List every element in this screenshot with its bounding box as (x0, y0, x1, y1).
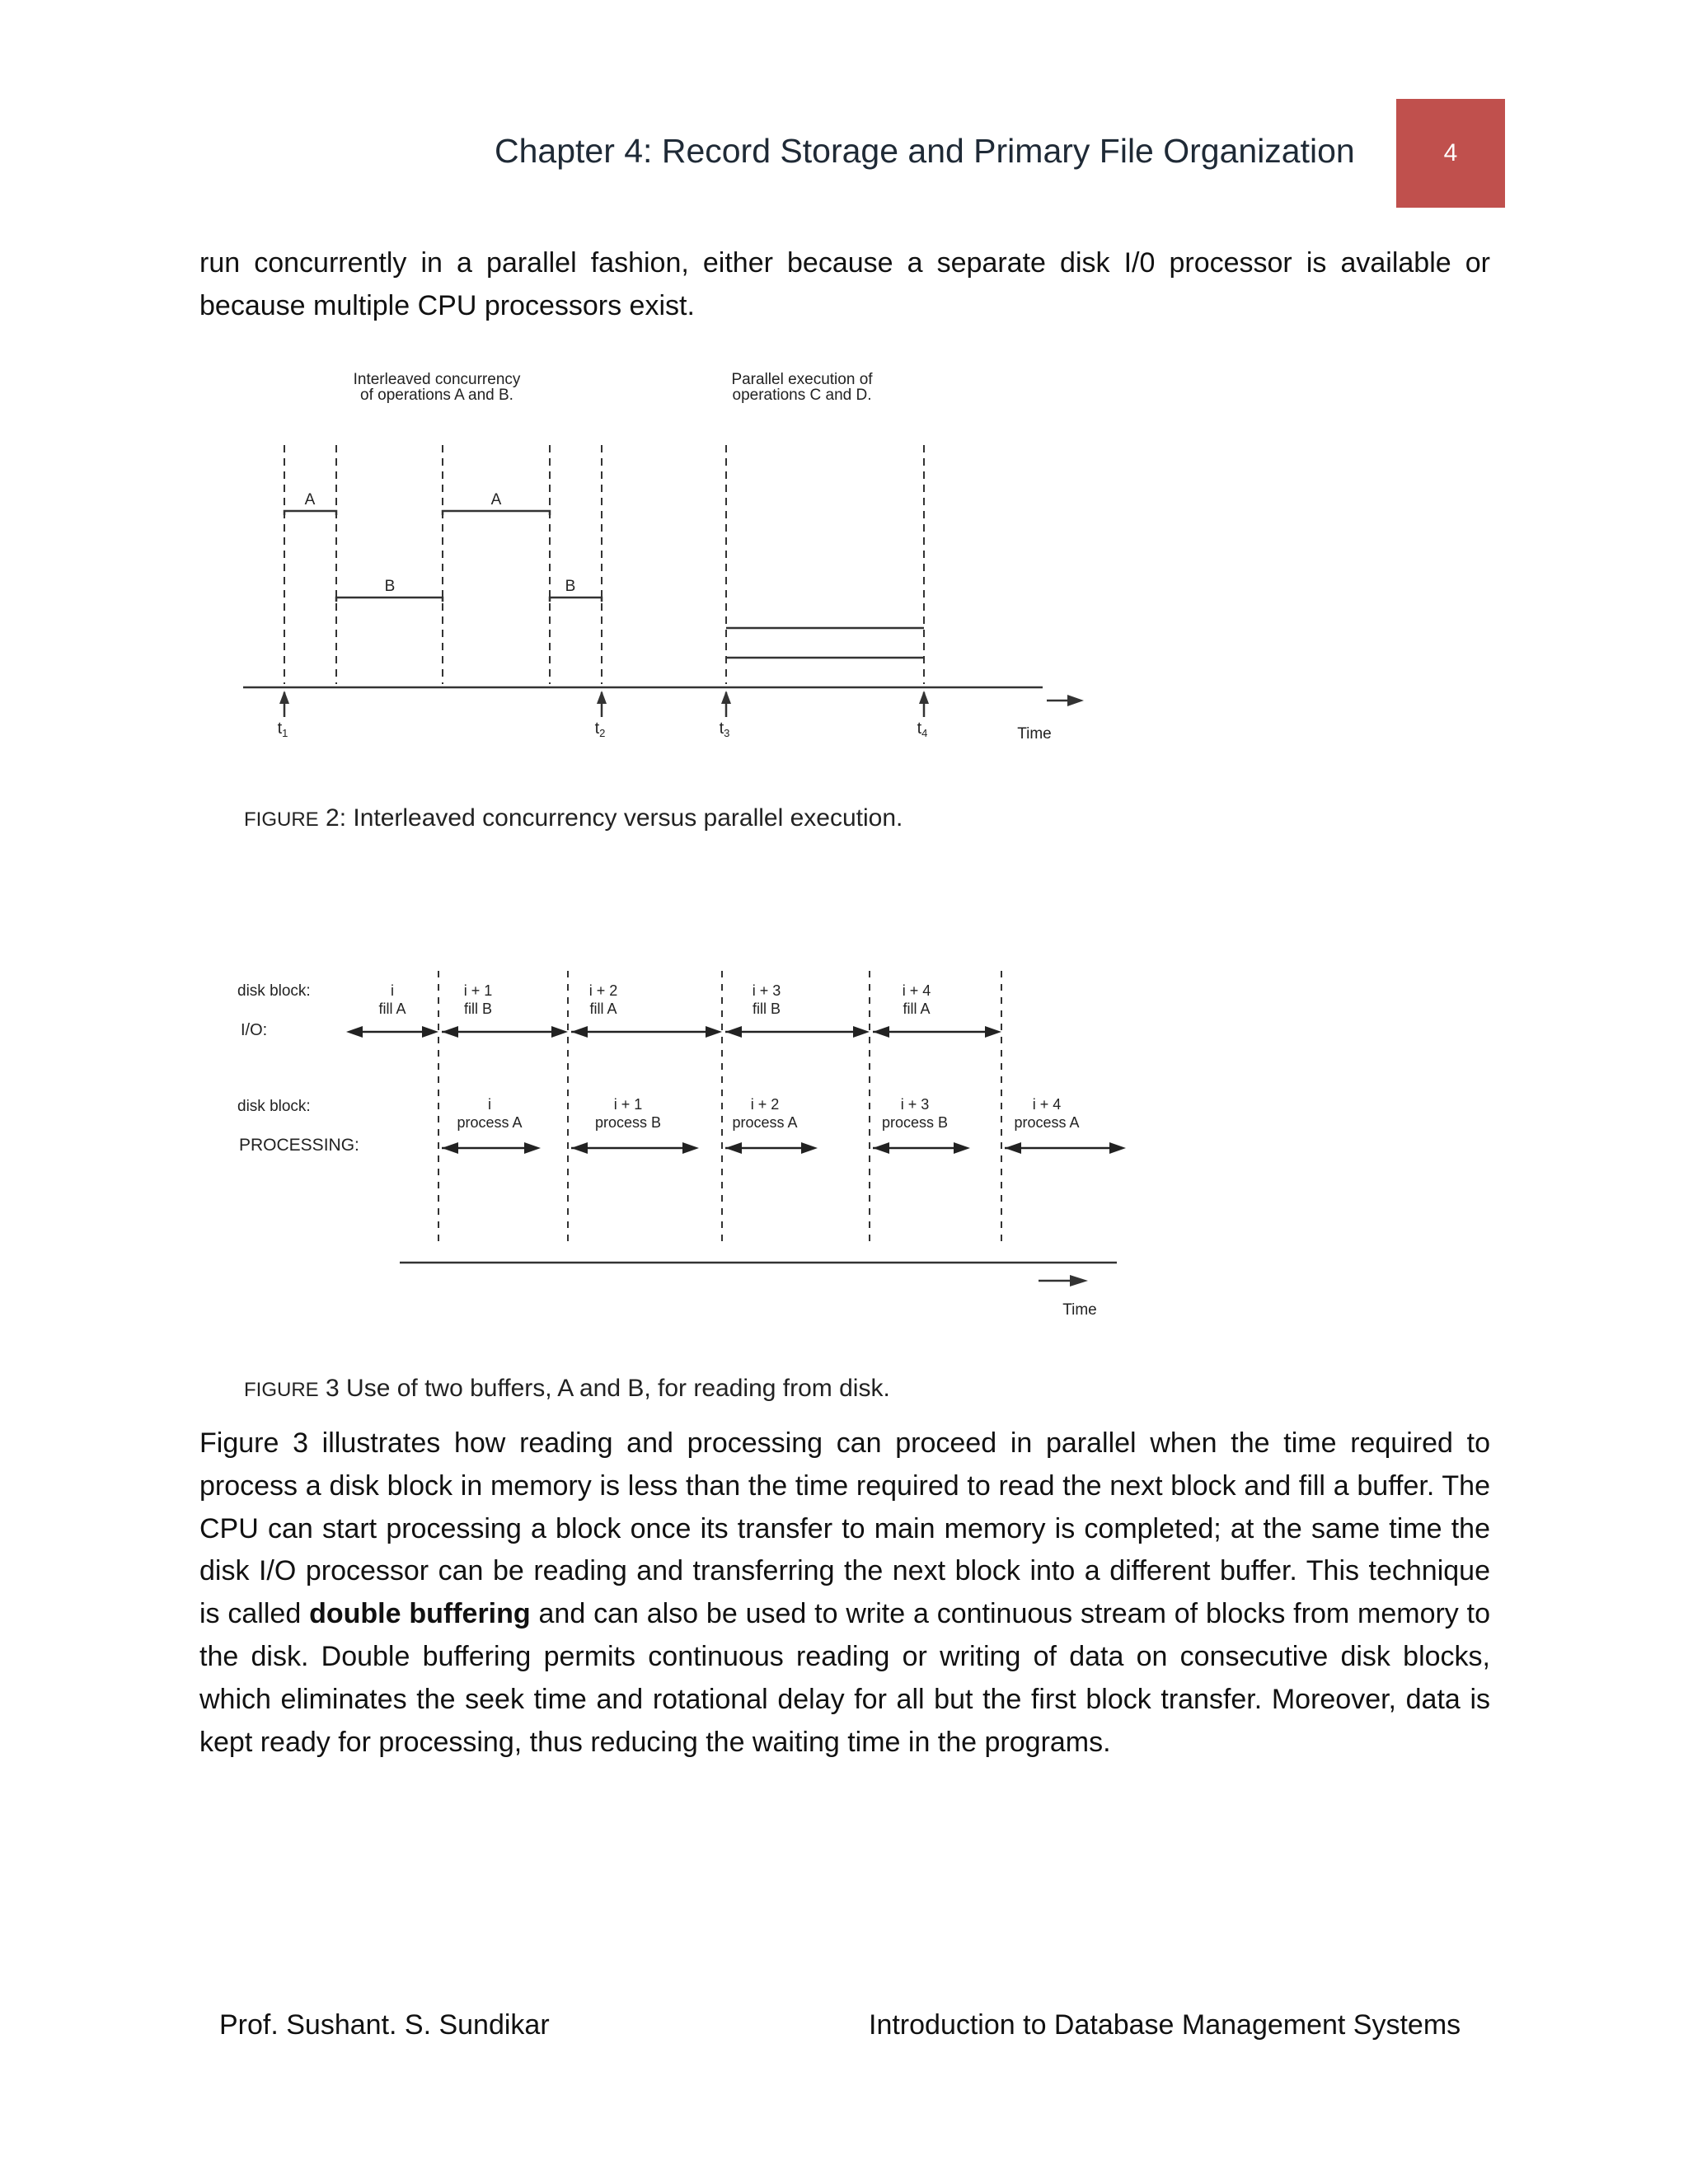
op-a-label-1: A (304, 491, 316, 509)
io-block-1: i + 1 (463, 982, 493, 999)
figure-2-caption (244, 804, 903, 832)
label-interleaved-line1: Interleaved concurrency (353, 371, 521, 388)
io-action-0: fill A (378, 1001, 406, 1017)
body-paragraph (199, 1422, 1490, 1764)
intro-paragraph: run concurrently in a parallel fashion, either because a separate disk I/0 processor is available or because multiple CPU processors exist. (199, 247, 1490, 321)
chapter-title: Chapter 4: Record Storage and Primary File Organization (495, 132, 1355, 170)
fig3-time-label: Time (1062, 1301, 1097, 1319)
op-a-label-2: A (490, 491, 502, 509)
proc-action-1: process B (594, 1114, 662, 1131)
row2-label-disk-block: disk block: (237, 1098, 311, 1115)
proc-action-4: process A (1014, 1114, 1080, 1131)
figure-3-caption-text: 3 Use of two buffers, A and B, for reading from disk. (318, 1375, 890, 1402)
label-parallel-line1: Parallel execution of (731, 371, 873, 388)
tick-t1: $t_1$ (277, 719, 288, 739)
op-b-label-2: B (565, 578, 576, 595)
op-b-label-1: B (384, 578, 396, 595)
io-block-3: i + 3 (752, 982, 781, 999)
proc-action-3: process B (881, 1114, 949, 1131)
io-action-4: fill A (903, 1001, 931, 1017)
label-interleaved-line2: of operations A and B. (360, 387, 513, 404)
io-block-4: i + 4 (902, 982, 931, 999)
figure-2-caption-label: FIGURE (244, 808, 319, 831)
figure-2-diagram (231, 363, 1104, 758)
proc-action-0: process A (457, 1114, 523, 1131)
figure-3 (231, 956, 1170, 1327)
figure-3-caption-label: FIGURE (244, 1379, 319, 1401)
io-action-1: fill B (463, 1001, 493, 1017)
figure-2 (231, 363, 1104, 758)
tick-t4: $t_4$ (917, 719, 928, 739)
row1-label-disk-block: disk block: (237, 982, 311, 1000)
io-block-2: i + 2 (588, 982, 618, 999)
figure-3-diagram (231, 956, 1170, 1327)
figure-2-caption-text: 2: Interleaved concurrency versus parallel execution. (318, 804, 903, 832)
figure-3-caption (244, 1375, 890, 1403)
label-parallel-line2: operations C and D. (732, 387, 872, 404)
proc-block-2: i + 2 (750, 1096, 780, 1113)
proc-block-4: i + 4 (1032, 1096, 1062, 1113)
double-buffering-term: double buffering (309, 1598, 531, 1630)
proc-block-0: i (488, 1096, 491, 1113)
time-axis-label: Time (1017, 725, 1052, 743)
tick-t2: $t_2$ (594, 719, 606, 739)
page-number-badge (1396, 99, 1505, 208)
page-number: 4 (1443, 139, 1458, 166)
proc-action-2: process A (732, 1114, 798, 1131)
row2-label-processing: PROCESSING: (239, 1136, 359, 1155)
io-block-0: i (391, 982, 394, 999)
tick-t3: $t_3$ (719, 719, 730, 739)
footer-course: Introduction to Database Management Systems (869, 2009, 1461, 2041)
io-action-2: fill A (589, 1001, 617, 1017)
row1-label-io: I/O: (241, 1021, 268, 1039)
footer-author: Prof. Sushant. S. Sundikar (219, 2009, 550, 2041)
proc-block-3: i + 3 (900, 1096, 930, 1113)
io-action-3: fill B (752, 1001, 781, 1017)
body-text-part1: Figure 3 illustrates how reading and processing can proceed in parallel when the time required to process a disk block in memory is less than the time required to read the next block and fill a buffer. The CPU can start processing a block once its transfer to main memory is completed; at the same time the disk I/O processor can be reading and transferring the next block into a different buffer. This technique is called (199, 1427, 1490, 1630)
body-text-part2: and can also be used to write a continuous stream of blocks from memory to the disk. Double buffering permits continuous reading or writing of data on consecutive disk blocks, which eliminates the seek time and rotational delay for all but the first block transfer. Moreover, data is kept ready for processing, thus reducing the waiting time in the programs. (199, 1598, 1490, 1758)
proc-block-1: i + 1 (613, 1096, 643, 1113)
